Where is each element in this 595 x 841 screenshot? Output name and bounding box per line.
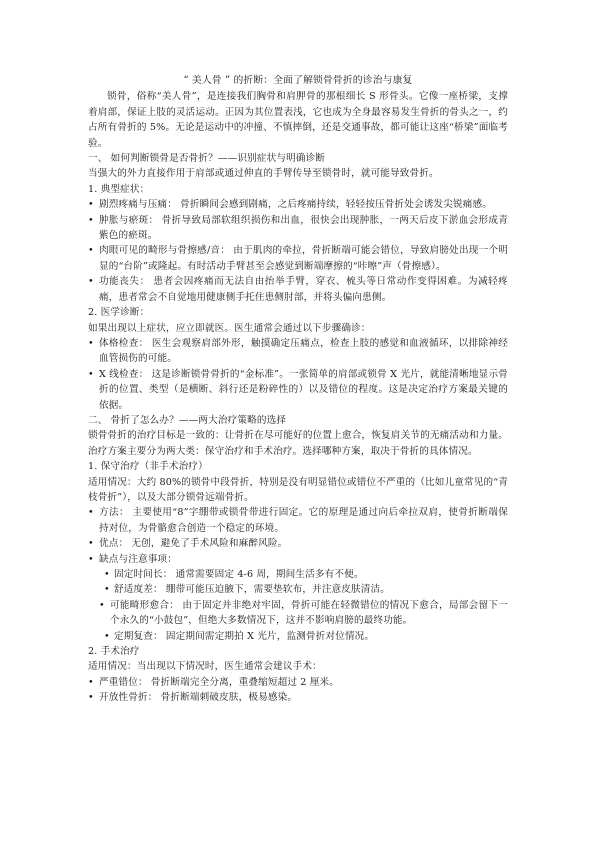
symptom-pain: 剧烈疼痛与压痛： 骨折瞬间会感到剧痛，之后疼痛持续，轻轻按压骨折处会诱发尖锐痛感。 [99, 199, 492, 211]
list-item [88, 197, 508, 212]
sub-list-item [88, 629, 508, 644]
cons-fixation-time: 固定时间长： 通常需要固定 4-6 周，期间生活多有不便。 [114, 569, 364, 580]
bullet-icon: • [99, 599, 105, 611]
document-page [88, 73, 508, 706]
list-item [88, 213, 508, 244]
conservative-pros: 优点： 无创，避免了手术风险和麻醉风险。 [99, 538, 288, 550]
list-item [88, 336, 508, 367]
conservative-indications: 适用情况：大约 80%的锁骨中段骨折，特别是没有明显错位或错位不严重的（比如儿童常见的“青枝骨折”），以及大部分锁骨远端骨折。 [88, 476, 508, 503]
conservative-heading: 1. 保守治疗（非手术治疗） [88, 461, 208, 473]
surgery-indications: 适用情况：当出现以下情况时，医生通常会建议手术： [88, 661, 322, 673]
list-item [88, 274, 508, 305]
list-item [88, 505, 508, 536]
diagnosis-xray: X 线检查： 这是诊断锁骨骨折的“金标准”。一张简单的肩部或锁骨 X 光片，就能清晰地显示骨折的位置、类型（是横断、斜行还是粉碎性的）以及错位的程度。这是决定治疗方案最关键的依据。 [99, 368, 508, 411]
diagnosis-physical-exam: 体格检查： 医生会观察肩部外形，触摸确定压痛点，检查上肢的感觉和血液循环，以排除神经血管损伤的可能。 [99, 337, 508, 365]
list-item [88, 552, 508, 567]
conservative-cons: 缺点与注意事项： [99, 553, 177, 565]
bullet-icon: • [88, 245, 94, 257]
document-title: “ 美人骨 ” 的折断：全面了解锁骨骨折的诊治与康复 [183, 75, 413, 86]
sub-list-item [88, 567, 508, 582]
bullet-icon: • [104, 569, 110, 580]
section-1-lead: 当强大的外力直接作用于肩部或通过伸直的手臂传导至锁骨时，就可能导致骨折。 [88, 168, 439, 180]
bullet-icon: • [104, 584, 110, 596]
conservative-method: 方法： 主要使用“8”字绷带或锁骨带进行固定。它的原理是通过向后牵拉双肩，使骨折断端保持对位，为骨骼愈合创造一个稳定的环境。 [99, 507, 508, 534]
bullet-icon: • [88, 199, 94, 211]
sub-list-item [88, 598, 508, 629]
bullet-icon: • [88, 276, 94, 288]
cons-malunion: 可能畸形愈合： 由于固定并非绝对牢固，骨折可能在轻微错位的情况下愈合，局部会留下一个永久的“小鼓包”，但绝大多数情况下，这并不影响肩膀的最终功能。 [110, 599, 508, 627]
bullet-icon: • [88, 538, 94, 550]
cons-comfort: 舒适度差： 绷带可能压迫腋下，需要垫软布，并注意皮肤清洁。 [114, 584, 391, 596]
symptoms-heading: 1. 典型症状： [88, 183, 150, 195]
symptom-function-loss: 功能丧失： 患者会因疼痛而无法自由抬举手臂，穿衣、梳头等日常动作变得困难。为减轻疼痛，患者常会不自觉地用健康侧手托住患侧肘部，并将头偏向患侧。 [99, 276, 508, 303]
cons-follow-up: 定期复查： 固定期间需定期拍 X 光片，监测骨折对位情况。 [114, 630, 375, 642]
symptom-swelling: 肿胀与瘀斑： 骨折导致局部软组织损伤和出血，很快会出现肿胀，一两天后皮下淤血会形成青紫色的瘀斑。 [99, 214, 508, 242]
intro-paragraph: 锁骨，俗称“美人骨”，是连接我们胸骨和肩胛骨的那根细长 S 形骨头。它像一座桥梁，支撑着肩部，保证上肢的灵活运动。正因为其位置表浅，它也成为全身最容易发生骨折的骨头之一，约占所有骨折的 5%。无论是运动中的冲撞、不慎摔倒，还是交通事故，都可能让这座“桥梁”面临考验。 [88, 91, 508, 149]
surgery-severe-displacement: 严重错位： 骨折断端完全分离，重叠缩短超过 2 厘米。 [99, 676, 339, 688]
list-item [88, 690, 508, 705]
list-item [88, 536, 508, 551]
bullet-icon: • [88, 214, 94, 226]
bullet-icon: • [88, 692, 94, 704]
bullet-icon: • [88, 337, 94, 349]
bullet-icon: • [88, 676, 94, 688]
surgery-open-fracture: 开放性骨折： 骨折断端刺破皮肤，极易感染。 [99, 692, 298, 704]
sub-list-item [88, 582, 508, 597]
list-item [88, 243, 508, 274]
section-1-heading: 一、 如何判断锁骨是否骨折？——识别症状与明确诊断 [88, 153, 326, 165]
section-2-lead: 锁骨骨折的治疗目标是一致的：让骨折在尽可能好的位置上愈合，恢复肩关节的无痛活动和力量。治疗方案主要分为两大类：保守治疗和手术治疗。选择哪种方案，取决于骨折的具体情况。 [88, 430, 508, 457]
section-2-heading: 二、 骨折了怎么办？——两大治疗策略的选择 [88, 414, 287, 426]
bullet-icon: • [88, 507, 94, 519]
diagnosis-lead: 如果出现以上症状，应立即就医。医生通常会通过以下步骤确诊： [88, 322, 371, 334]
diagnosis-heading: 2. 医学诊断： [88, 307, 150, 319]
list-item [88, 675, 508, 690]
bullet-icon: • [104, 630, 110, 642]
symptom-deformity: 肉眼可见的畸形与骨擦感/音： 由于肌肉的牵拉，骨折断端可能会错位，导致肩膀处出现一个明显的“台阶”或隆起。有时活动手臂甚至会感觉到断端摩擦的“咔嚓”声（骨擦感）。 [99, 245, 508, 272]
surgery-heading: 2. 手术治疗 [88, 646, 140, 658]
bullet-icon: • [88, 553, 94, 565]
bullet-icon: • [88, 368, 94, 380]
list-item [88, 367, 508, 413]
